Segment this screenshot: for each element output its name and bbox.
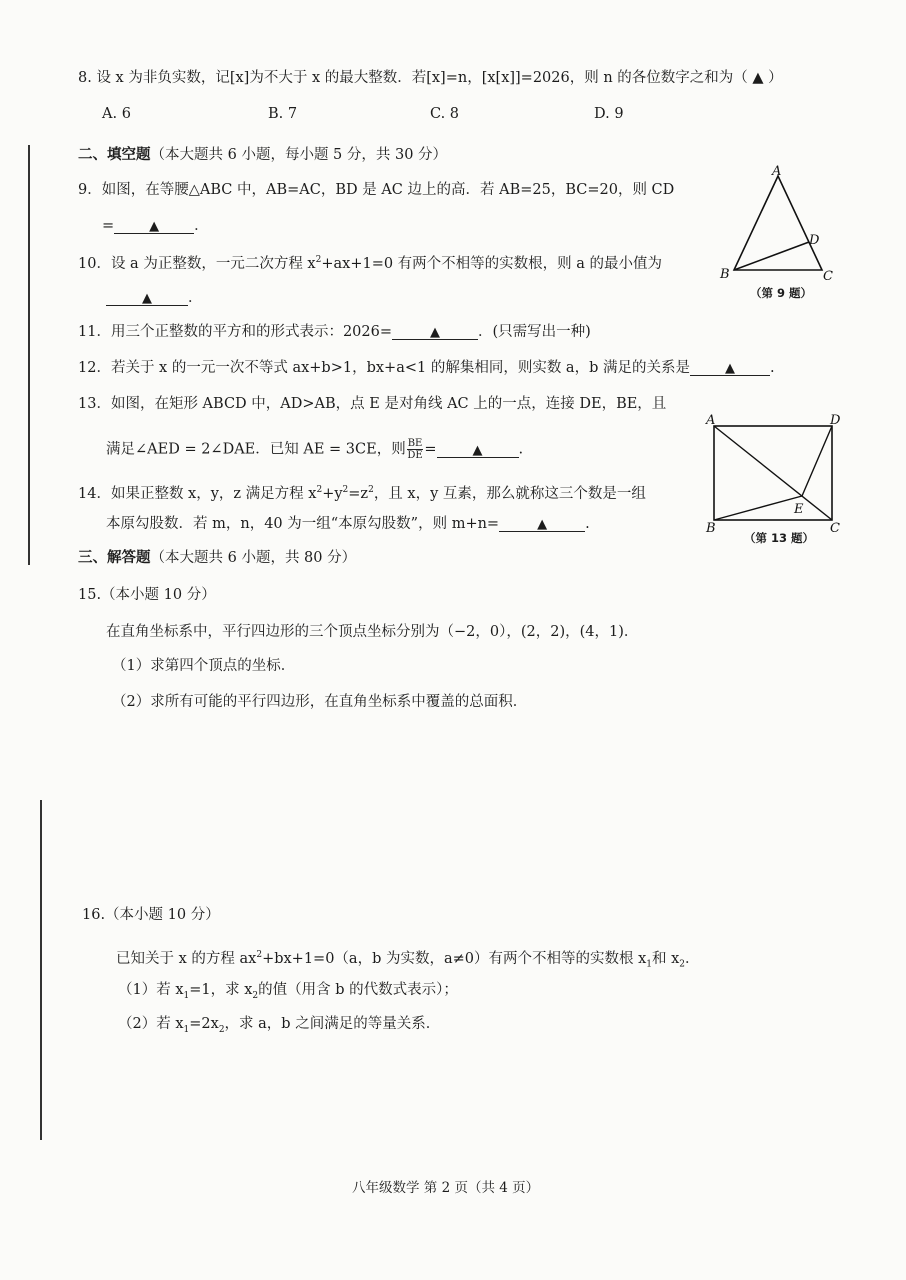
q14-line1: 14．如果正整数 x，y，z 满足方程 $x^2+y^2=z^2$，且 x，y 互素，那么就称这三个数是一组	[78, 485, 646, 502]
section3-heading	[78, 548, 356, 568]
segment-be	[714, 496, 802, 520]
q11-answer-blank[interactable]	[392, 322, 478, 340]
q8-option-c: C. 8	[430, 106, 460, 122]
q9-end: ．	[194, 218, 209, 234]
q10-line2: ▲ ．	[106, 288, 203, 308]
section2-title: 二、填空题	[78, 147, 151, 163]
triangle-marker-icon: ▲	[537, 517, 548, 532]
q10-line1: 10．设 a 为正整数，一元二次方程 $x^2+ax+1=0$ 有两个不相等的实数根，则 a 的最小值为	[78, 255, 663, 272]
q14-answer-blank[interactable]	[499, 514, 585, 532]
triangle-abc	[734, 176, 822, 270]
figure-13-rectangle	[700, 410, 850, 538]
segment-de	[802, 426, 832, 496]
label-d: D	[809, 233, 820, 248]
q15-part2: （2）求所有可能的平行四边形，在直角坐标系中覆盖的总面积．	[112, 694, 528, 710]
section2-heading	[78, 145, 447, 165]
label-a: A	[706, 413, 716, 428]
q12-line: 12．若关于 x 的一元一次不等式 ax+b>1，bx+a<1 的解集相同，则实数 a，b 满足的关系是 ▲ .	[78, 360, 775, 376]
label-c: C	[830, 521, 840, 536]
label-d: D	[830, 413, 841, 428]
q13-fraction: $\frac{BE}{DE}$	[407, 438, 423, 461]
q11-line: 11．用三个正整数的平方和的形式表示：2026= ▲ ．(只需写出一种)	[78, 324, 591, 340]
section3-title: 三、解答题	[78, 550, 151, 566]
label-b: B	[720, 267, 730, 282]
q8-option-b: B. 7	[268, 106, 298, 122]
section2-desc: （本大题共 6 小题，每小题 5 分，共 30 分）	[150, 147, 448, 163]
q13-line1: 13．如图，在矩形 ABCD 中，AD>AB，点 E 是对角线 AC 上的一点，连接 DE，BE，且	[78, 396, 667, 412]
triangle-marker-icon: ▲	[149, 219, 160, 234]
page-footer: 八年级数学 第 2 页（共 4 页）	[352, 1180, 540, 1196]
triangle-marker-icon: ▲	[142, 291, 152, 306]
margin-line-bottom	[40, 800, 42, 1140]
diagonal-ac	[714, 426, 832, 520]
figure-9-caption: （第 9 题）	[750, 286, 813, 300]
q10-answer-blank[interactable]	[106, 288, 188, 306]
q13-answer-blank[interactable]	[437, 440, 519, 458]
figure-9-triangle	[712, 162, 842, 292]
q15-part1: （1）求第四个顶点的坐标．	[112, 658, 296, 674]
label-e: E	[794, 502, 804, 517]
q16-part2: （2）若 $x_1=2x_2$，求 a，b 之间满足的等量关系．	[118, 1016, 441, 1035]
triangle-marker-icon: ▲	[472, 442, 483, 458]
q13-line2: 满足∠AED = 2∠DAE．已知 AE = 3CE，则 $\frac{BE}{DE}$ = ▲ .	[106, 438, 524, 461]
label-b: B	[706, 521, 716, 536]
q16-body: 已知关于 x 的方程 $ax^2+bx+1=0(a$，b 为实数，a≠0）有两个不相等的实数根 $x_1$和 $x_2$．	[116, 950, 700, 970]
q16-head: 16.（本小题 10 分）	[82, 907, 220, 923]
q15-head: 15.（本小题 10 分）	[78, 587, 216, 603]
figure-13-caption: （第 13 题）	[744, 531, 815, 545]
q9-line1: 9．如图，在等腰△ABC 中，AB=AC，BD 是 AC 边上的高．若 AB=25，BC=20，则 CD	[78, 182, 675, 198]
triangle-marker-icon: ▲	[724, 361, 735, 376]
q14-line2: 本原勾股数．若 m，n，40 为一组“本原勾股数”，则 m+n= ▲ .	[106, 516, 590, 532]
margin-line-top	[28, 145, 30, 565]
q9-eq: =	[102, 218, 115, 234]
q16-part1: （1）若 $x_1=1$，求 $x_2$的值（用含 b 的代数式表示）；	[118, 982, 458, 1001]
q8-stem: 8. 设 x 为非负实数，记[x]为不大于 x 的最大整数．若[x]=n，[x[x]]=2026，则 n 的各位数字之和为（ ▲ ）	[78, 70, 783, 86]
q8-option-a: A. 6	[102, 106, 131, 122]
q15-body: 在直角坐标系中，平行四边形的三个顶点坐标分别为（−2，0），(2，2)，(4，1)．	[106, 624, 639, 640]
q9-answer-blank[interactable]	[114, 216, 194, 234]
label-a: A	[772, 164, 782, 179]
q12-answer-blank[interactable]	[690, 358, 770, 376]
triangle-marker-icon: ▲	[430, 325, 440, 340]
q8-option-d: D. 9	[594, 106, 624, 122]
q9-line2	[102, 216, 209, 236]
section3-desc: （本大题共 6 小题，共 80 分）	[150, 550, 357, 566]
label-c: C	[823, 269, 833, 284]
